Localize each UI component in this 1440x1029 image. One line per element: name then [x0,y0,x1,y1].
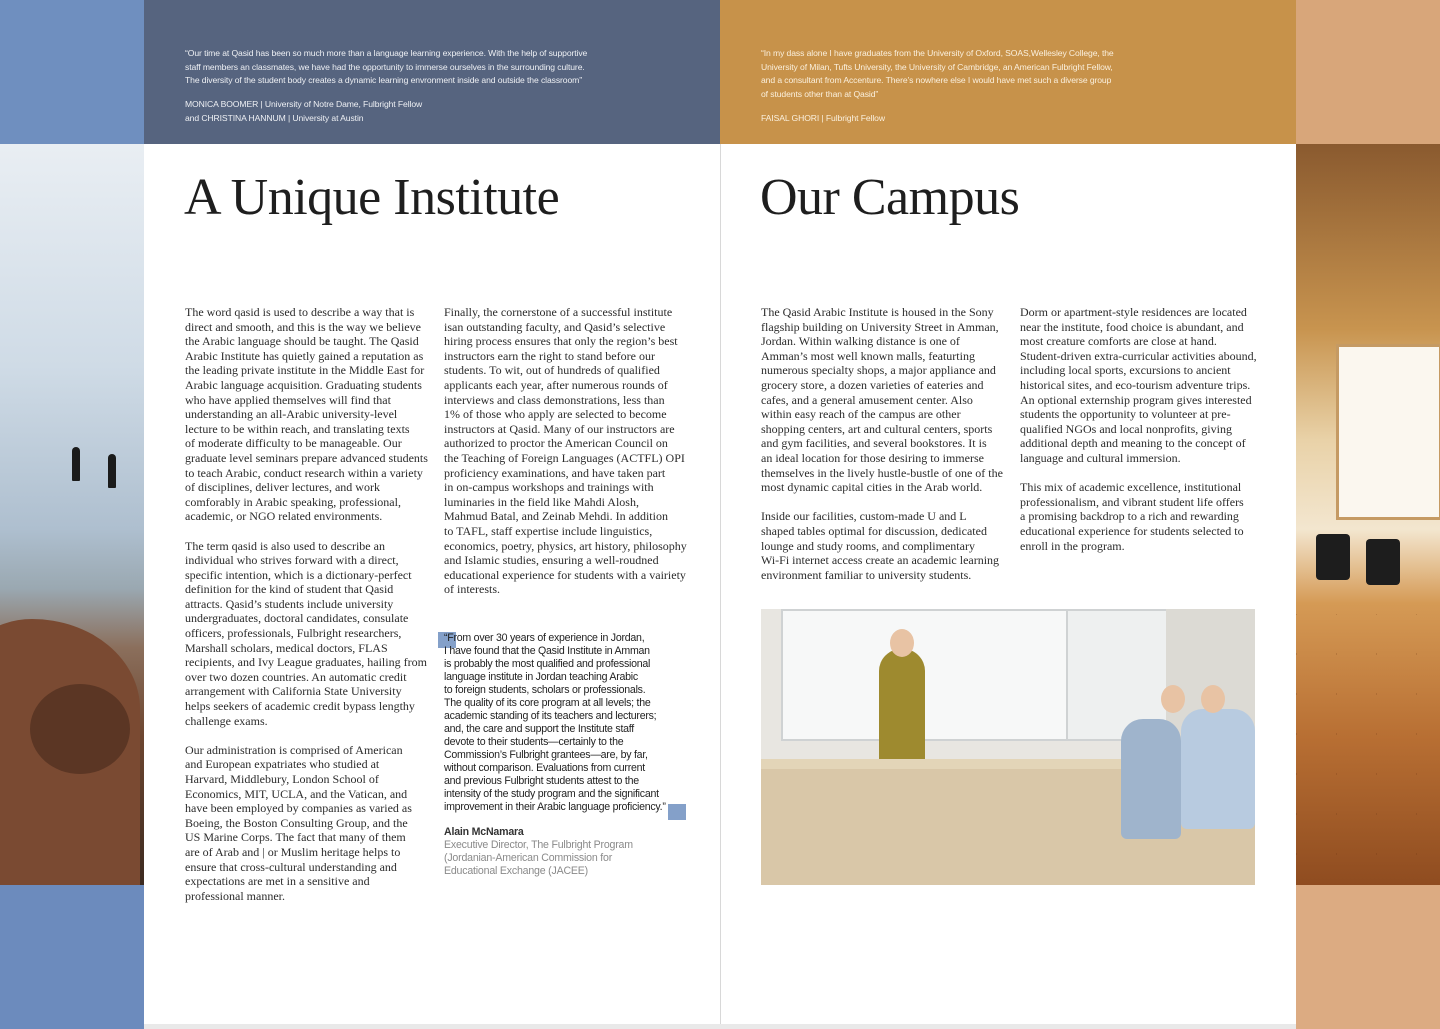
right-top-color-strip [1296,0,1440,144]
text-column [761,305,1011,597]
tiled-floor [1296,614,1440,885]
teacher-head [890,629,914,657]
chair [1316,534,1350,580]
paragraph: Finally, the cornerstone of a successful institute isan outstanding faculty, and Qasid’s selective hiring process ensures that only the region’s best instructors earn the right to stand before our students. To wit, out of hundreds of qualified applicants each year, after numerous rounds of interviews and class demonstrations, less than 1% of those who apply are selected to become instructors at Qasid. Many of our instructors are authorized to proctor the American Council on the Teaching of Foreign Languages (ACTFL) OPI proficiency examinations, and have taken part in on-campus workshops and trainings with luminaries in the field like Mahdi Alosh, Mahmud Batal, and Zeinab Mehdi. In addition to TAFL, staff expertise include linguistics, economics, poetry, physics, art history, philosophy and Islamic studies, ensuring a well-roudned educational experience for students with a vairiety of interests. [444,305,687,597]
text-column [185,305,435,918]
teacher-figure [879,649,925,769]
page-bottom-edge [144,1024,1296,1029]
quote-author-name: Alain McNamara [444,826,524,838]
hiker-figure [108,454,116,488]
paragraph: Our administration is comprised of American and European expatriates who studied at Harvard, Middlebury, London School of Economics, MIT, UCLA, and the Vatican, and have been employed by companies as varied as Boeing, the Boston Consulting Group, and the US Marine Corps. The fact that many of them are of Arab and | or Muslim heritage helps to ensure that cross-cultural understanding and expectations are met in a sensitive and professional manner. [185,742,412,903]
paragraph: The word qasid is used to describe a way that is direct and smooth, and this is the way we believe the Arabic language should be taught. The Qasid Arabic Institute has quietly gained a reputation as the leading private institute in the Middle East for Arabic language acquisition. Graduating students who have applied themselves will find that understanding an all-Arabic university-level lecture to be within reach, and translating texts of moderate difficulty to be manageable. Our graduate level seminars prepare advanced students to teach Arabic, conduct research within a variety of disciplines, deliver lectures, and work comforably in Arabic speaking, professional, academic, or NGO related environments. [185,305,428,524]
hiker-figure [72,447,80,481]
banner-quote: “In my dass alone I have graduates from the University of Oxford, SOAS,Wellesley College, the University of Milan, Tufts University, the University of Cambridge, an American Fulbright Fellow, and a consultant from Accenture. There’s nowhere else I would have met such a diverse group of students other than at Qasid” [761,48,1114,99]
window [1336,344,1440,520]
student-quote-banner [144,0,720,144]
left-top-color-strip [0,0,144,144]
page-gutter [720,144,721,1029]
lounge-interior-photo [1296,144,1440,885]
text-column [1020,305,1270,568]
paragraph: Dorm or apartment-style residences are located near the institute, food choice is abundant, and most creature comforts are close at hand. Student-driven extra-curricular activities abound, including local sports, excursions to ancient historical sites, and eco-tourism adventure trips. An optional externship program gives interested students the opportunity to volunteer at pre- qualified NGOs and local nonprofits, giving additional depth and meaning to the concept of language and cultural immersion. [1020,305,1257,465]
banner-attribution: MONICA BOOMER | University of Notre Dame, Fulbright Fellow and CHRISTINA HANNUM | University at Austin [185,99,423,123]
page-title: Our Campus [760,169,1020,226]
student-figure [1181,709,1255,829]
page-title: A Unique Institute [184,169,560,226]
left-bottom-color-strip [0,885,144,1029]
student-figure [1121,719,1181,839]
rock-shadow [30,684,130,774]
student-head [1161,685,1185,713]
paragraph: The Qasid Arabic Institute is housed in the Sony flagship building on University Street in Amman, Jordan. Within walking distance is one of Amman’s most well known malls, featurting numerous specialty shops, a major appliance and grocery store, a dozen varieties of eateries and cafes, and a general amusement center. Also within easy reach of the campus are other shopping centers, art and cultural centers, sports and gym facilities, and several bookstores. It is an ideal location for those desiring to immerse themselves in the lively hustle-bustle of one of the most dynamic capital cities in the Arab world. [761,305,1003,495]
banner-quote: “Our time at Qasid has been so much more than a language learning experience. With the help of supportive staff members an classmates, we have had the opportunity to immerse ourselves in the surrounding culture. The diversity of the student body creates a dynamic learning envronment inside and outside the classroom” [185,48,588,85]
quote-author-role: Executive Director, The Fulbright Program (Jordanian-American Commission for Educational Exchange (JACEE) [444,839,633,877]
paragraph: This mix of academic excellence, institutional professionalism, and vibrant student life offers a promising backdrop to a rich and rewarding educational experience for students selected to enroll in the program. [1020,480,1244,553]
paragraph: The term qasid is also used to describe an individual who strives forward with a direct, specific intention, which is a dictionary-perfect definition for the kind of student that Qasid attracts. Qasid’s students include university undergraduates, doctoral candidates, consulate officers, professionals, Fulbright researchers, Marshall scholars, medical doctors, FLAS recipients, and Ivy League graduates, hailing from over two dozen countries. An automatic credit arrangement with California State University helps seekers of academic credit bypass lengthy challenge exams. [185,538,427,728]
pull-quote: “From over 30 years of experience in Jordan, I have found that the Qasid Institute in Amman is probably the most qualified and professional language institute in Jordan teaching Arabic to foreign students, scholars or professionals. The quality of its core program at all levels; the academic standing of its teachers and lecturers; and, the care and support the Institute staff devote to their students—certainly to the Commission’s Fulbright grantees—are, by far, without comparison. Evaluations from current and previous Fulbright students attest to the intensity of the study program and the significant improvement in their Arabic language proficiency.” Alain McNamara Executive Director, The Fulbright Program (Jordanian-American Commission for Educational Exchange (JACEE) [444,632,694,878]
fellow-quote-banner [720,0,1296,144]
classroom-photo [761,609,1255,885]
whiteboard [781,609,1070,741]
desert-hikers-photo [0,144,144,885]
right-bottom-color-strip [1296,885,1440,1029]
paragraph: Inside our facilities, custom-made U and L shaped tables optimal for discussion, dedicated lounge and study rooms, and complimentary Wi-Fi internet access create an academic learning environment familiar to university students. [761,509,1000,582]
student-head [1201,685,1225,713]
text-column [444,305,694,611]
banner-attribution: FAISAL GHORI | Fulbright Fellow [761,113,885,123]
chair [1366,539,1400,585]
